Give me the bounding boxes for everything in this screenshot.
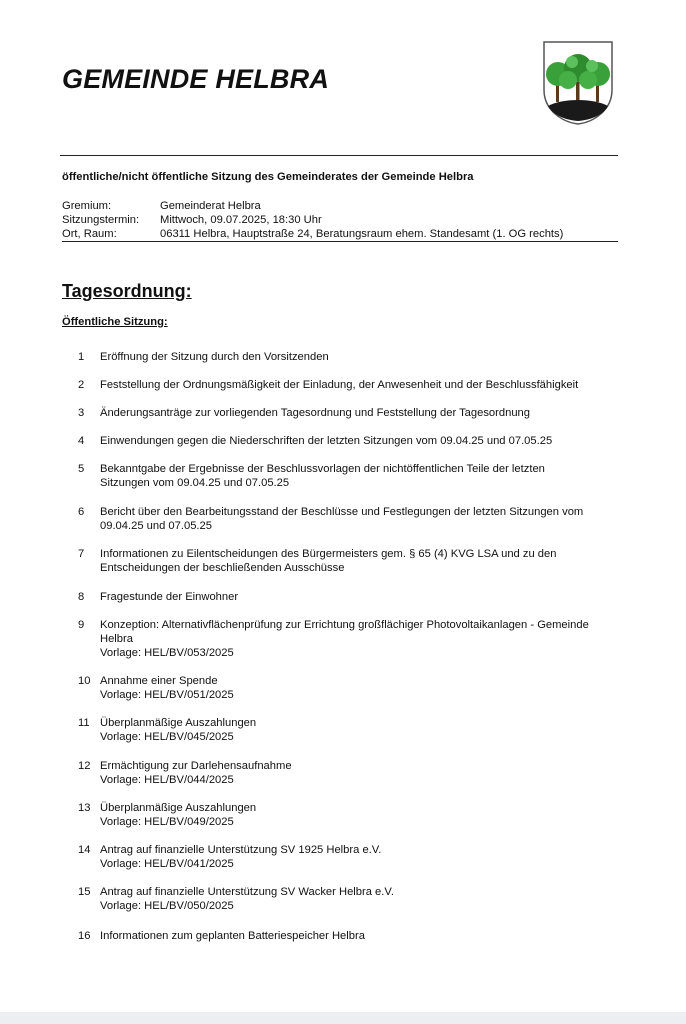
- meta-value: 06311 Helbra, Hauptstraße 24, Beratungsraum ehem. Standesamt (1. OG rechts): [160, 228, 564, 240]
- agenda-item-line: Vorlage: HEL/BV/044/2025: [100, 774, 234, 786]
- agenda-item: [62, 547, 642, 575]
- agenda-item-number: [62, 547, 100, 575]
- agenda-item-text: [100, 929, 640, 943]
- meta-row-gremium: [62, 199, 618, 213]
- agenda-item-line: Einwendungen gegen die Niederschriften der letzten Sitzungen vom 09.04.25 und 07.05.25: [100, 435, 553, 447]
- agenda-item: [62, 505, 642, 533]
- agenda-item-line: Bericht über den Bearbeitungsstand der Beschlüsse und Festlegungen der letzten Sitzungen vom: [100, 506, 584, 518]
- meta-value: Mittwoch, 09.07.2025, 18:30 Uhr: [160, 214, 322, 226]
- agenda-item-line: Eröffnung der Sitzung durch den Vorsitzenden: [100, 351, 329, 363]
- agenda-item: [62, 759, 642, 787]
- agenda-item-line: Konzeption: Alternativflächenprüfung zur Errichtung großflächiger Photovoltaikanlagen - Gemeinde: [100, 619, 589, 631]
- agenda-item-text: [100, 618, 640, 660]
- agenda-item-text: [100, 406, 640, 420]
- session-subtitle: öffentliche/nicht öffentliche Sitzung des Gemeinderates der Gemeinde Helbra: [62, 171, 474, 183]
- agenda-item-line: Bekanntgabe der Ergebnisse der Beschlussvorlagen der nichtöffentlichen Teile der letzten: [100, 463, 545, 475]
- meta-value: Gemeinderat Helbra: [160, 200, 261, 212]
- agenda-item-number-text: 14: [78, 844, 91, 856]
- agenda-item-number: [62, 929, 100, 943]
- agenda-item-line: Vorlage: HEL/BV/050/2025: [100, 900, 234, 912]
- agenda-item-line: Vorlage: HEL/BV/049/2025: [100, 816, 234, 828]
- agenda-item-number: [62, 716, 100, 744]
- agenda-item-text: [100, 674, 640, 702]
- agenda-item-number-text: 9: [78, 619, 85, 631]
- agenda-item-text: [100, 716, 640, 744]
- header-divider: [60, 155, 618, 156]
- agenda-item-text: [100, 843, 640, 871]
- agenda-item-line: Entscheidungen der beschließenden Ausschüsse: [100, 562, 345, 574]
- meta-label: Ort, Raum:: [62, 228, 117, 240]
- agenda-item: [62, 801, 642, 829]
- agenda-item-number-text: 4: [78, 435, 85, 447]
- meta-row-termin: [62, 213, 618, 227]
- agenda-item-line: Antrag auf finanzielle Unterstützung SV Wacker Helbra e.V.: [100, 886, 394, 898]
- agenda-item-line: Vorlage: HEL/BV/053/2025: [100, 647, 234, 659]
- meta-label: Gremium:: [62, 200, 112, 212]
- agenda-item-line: Vorlage: HEL/BV/041/2025: [100, 858, 234, 870]
- agenda-item-number-text: 6: [78, 506, 85, 518]
- agenda-item-line: 09.04.25 und 07.05.25: [100, 520, 212, 532]
- agenda-item: [62, 406, 642, 420]
- agenda-item-number-text: 8: [78, 591, 85, 603]
- agenda-item-number: [62, 759, 100, 787]
- agenda-item: [62, 434, 642, 448]
- agenda-item-number-text: 10: [78, 675, 91, 687]
- page-title: GEMEINDE HELBRA: [62, 64, 330, 94]
- agenda-item: [62, 716, 642, 744]
- meta-row-ort: [62, 227, 618, 242]
- agenda-item-number-text: 2: [78, 379, 85, 391]
- agenda-item-number: [62, 505, 100, 533]
- agenda-item-number: [62, 618, 100, 660]
- agenda-item-line: Vorlage: HEL/BV/051/2025: [100, 689, 234, 701]
- meta-label: Sitzungstermin:: [62, 214, 140, 226]
- agenda-item-number: [62, 406, 100, 420]
- agenda-item-number-text: 1: [78, 351, 85, 363]
- agenda-item-number: [62, 843, 100, 871]
- agenda-item-number: [62, 434, 100, 448]
- agenda-item-number-text: 12: [78, 760, 91, 772]
- agenda-item-number: [62, 801, 100, 829]
- agenda-item-line: Vorlage: HEL/BV/045/2025: [100, 731, 234, 743]
- agenda-item-number-text: 15: [78, 886, 91, 898]
- agenda-item-text: [100, 434, 640, 448]
- agenda-item: [62, 590, 642, 604]
- agenda-item-line: Informationen zu Eilentscheidungen des Bürgermeisters gem. § 65 (4) KVG LSA und zu den: [100, 548, 557, 560]
- agenda-item-number: [62, 378, 100, 392]
- agenda-item: [62, 378, 642, 392]
- agenda-item-text: [100, 350, 640, 364]
- agenda-item: [62, 929, 642, 943]
- agenda-item-number-text: 7: [78, 548, 85, 560]
- agenda-item: [62, 350, 642, 364]
- agenda-item-number: [62, 350, 100, 364]
- agenda-item: [62, 885, 642, 913]
- agenda-item-number-text: 11: [78, 717, 90, 729]
- agenda-item-number-text: 5: [78, 463, 85, 475]
- agenda-heading: Tagesordnung:: [62, 281, 192, 301]
- agenda-item: [62, 618, 642, 660]
- agenda-item-line: Informationen zum geplanten Batteriespeicher Helbra: [100, 930, 365, 942]
- agenda-item-text: [100, 462, 640, 490]
- agenda-item: [62, 462, 642, 490]
- agenda-item-line: Sitzungen vom 09.04.25 und 07.05.25: [100, 477, 290, 489]
- agenda-item-number: [62, 674, 100, 702]
- agenda-item-line: Überplanmäßige Auszahlungen: [100, 717, 257, 729]
- agenda-item-number-text: 16: [78, 930, 91, 942]
- agenda-item-text: [100, 759, 640, 787]
- agenda-item-number-text: 3: [78, 407, 85, 419]
- agenda-item-number: [62, 590, 100, 604]
- agenda-item-line: Antrag auf finanzielle Unterstützung SV 1925 Helbra e.V.: [100, 844, 382, 856]
- agenda-item-number: [62, 885, 100, 913]
- meeting-details: [62, 199, 618, 242]
- agenda-item-line: Annahme einer Spende: [100, 675, 218, 687]
- agenda-item-text: [100, 590, 640, 604]
- agenda-item-line: Feststellung der Ordnungsmäßigkeit der Einladung, der Anwesenheit und der Beschlussfähigkeit: [100, 379, 579, 391]
- agenda-item-number: [62, 462, 100, 490]
- coat-of-arms-icon: [542, 40, 614, 126]
- section-heading: Öffentliche Sitzung:: [62, 316, 168, 328]
- agenda-item-line: Fragestunde der Einwohner: [100, 591, 239, 603]
- bottom-band: [0, 1012, 686, 1024]
- agenda-item: [62, 674, 642, 702]
- agenda-item-text: [100, 801, 640, 829]
- agenda-item-line: Ermächtigung zur Darlehensaufnahme: [100, 760, 292, 772]
- agenda-item-line: Überplanmäßige Auszahlungen: [100, 802, 257, 814]
- agenda-item-number-text: 13: [78, 802, 91, 814]
- agenda-item-line: Änderungsanträge zur vorliegenden Tagesordnung und Feststellung der Tagesordnung: [100, 407, 530, 419]
- agenda-item-line: Helbra: [100, 633, 133, 645]
- agenda-item-text: [100, 378, 640, 392]
- agenda-item-text: [100, 885, 640, 913]
- agenda-item-text: [100, 505, 640, 533]
- agenda-item: [62, 843, 642, 871]
- agenda-item-text: [100, 547, 640, 575]
